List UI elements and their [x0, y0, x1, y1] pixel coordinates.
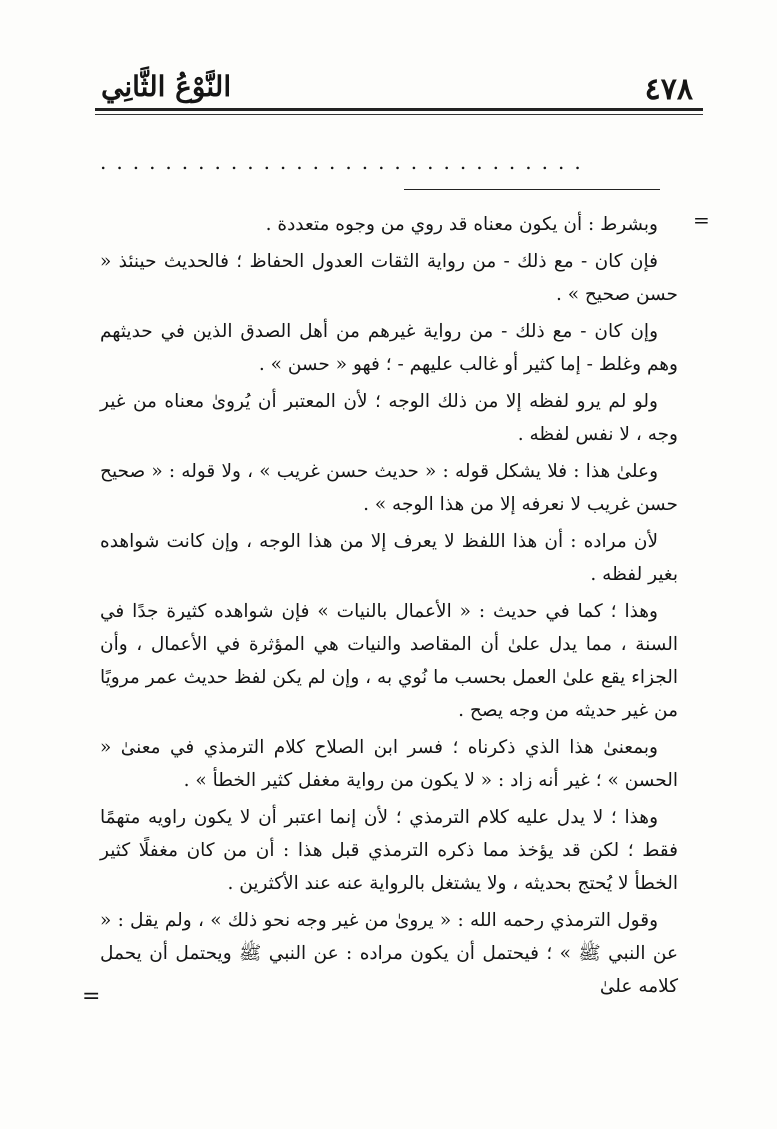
- running-title: النَّوْعُ الثَّانِي: [101, 70, 232, 103]
- continuation-mark-top: =: [693, 208, 710, 232]
- paragraph: وهذا ؛ كما في حديث : « الأعمال بالنيات » فإن شواهده كثيرة جدًا في السنة ، مما يدل علىٰ أن المقاصد والنيات هي المؤثرة في الأعمال ، وأن الجزاء يقع علىٰ العمل بحسب ما نُوي به ، وإن لم يكن لفظ حديث عمر مرويًا من غير حديثه من وجه يصح .: [100, 601, 678, 721]
- page-header: [95, 62, 703, 112]
- paragraph: وعلىٰ هذا : فلا يشكل قوله : « حديث حسن غريب » ، ولا قوله : « صحيح حسن غريب لا نعرفه إلا من هذا الوجه » .: [100, 461, 678, 515]
- paragraph: وقول الترمذي رحمه الله : « يروىٰ من غير وجه نحو ذلك » ، ولم يقل : « عن النبي ﷺ » ؛ فيحتمل أن يكون مراده : عن النبي ﷺ ويحتمل أن يحمل كلامه علىٰ: [100, 910, 678, 997]
- paragraph: وبمعنىٰ هذا الذي ذكرناه ؛ فسر ابن الصلاح كلام الترمذي في معنىٰ « الحسن » ؛ غير أنه زاد : « لا يكون من رواية مغفل كثير الخطأ » .: [100, 737, 678, 791]
- footnote-rule: [404, 189, 660, 190]
- footnote-body: [100, 208, 678, 1007]
- paragraph: لأن مراده : أن هذا اللفظ لا يعرف إلا من هذا الوجه ، وإن كانت شواهده بغير لفظه .: [100, 531, 678, 585]
- paragraph: وإن كان - مع ذلك - من رواية غيرهم من أهل الصدق الذين في حديثهم وهم وغلط - إما كثير أو غالب عليهم - ؛ فهو « حسن » .: [100, 321, 678, 375]
- header-rule-thick: [95, 108, 703, 111]
- header-rule-thin: [95, 114, 703, 115]
- paragraph: وبشرط : أن يكون معناه قد روي من وجوه متعددة .: [265, 214, 658, 235]
- paragraph: وهذا ؛ لا يدل عليه كلام الترمذي ؛ لأن إنما اعتبر أن لا يكون راويه متهمًا فقط ؛ لكن قد يؤخذ مما ذكره الترمذي قبل هذا : أن من كان مغفلًا كثير الخطأ لا يُحتج بحديثه ، ولا يشتغل بالرواية عنه عند الأكثرين .: [100, 807, 678, 894]
- paragraph: فإن كان - مع ذلك - من رواية الثقات العدول الحفاظ ؛ فالحديث حينئذ « حسن صحيح » .: [100, 251, 678, 305]
- paragraph: ولو لم يرو لفظه إلا من ذلك الوجه ؛ لأن المعتبر أن يُروىٰ معناه من غير وجه ، لا نفس لفظه .: [100, 391, 678, 445]
- page-number: ٤٧٨: [644, 72, 693, 107]
- dotted-separator: ..............................: [100, 150, 591, 174]
- continuation-mark-bottom: =: [82, 984, 101, 1009]
